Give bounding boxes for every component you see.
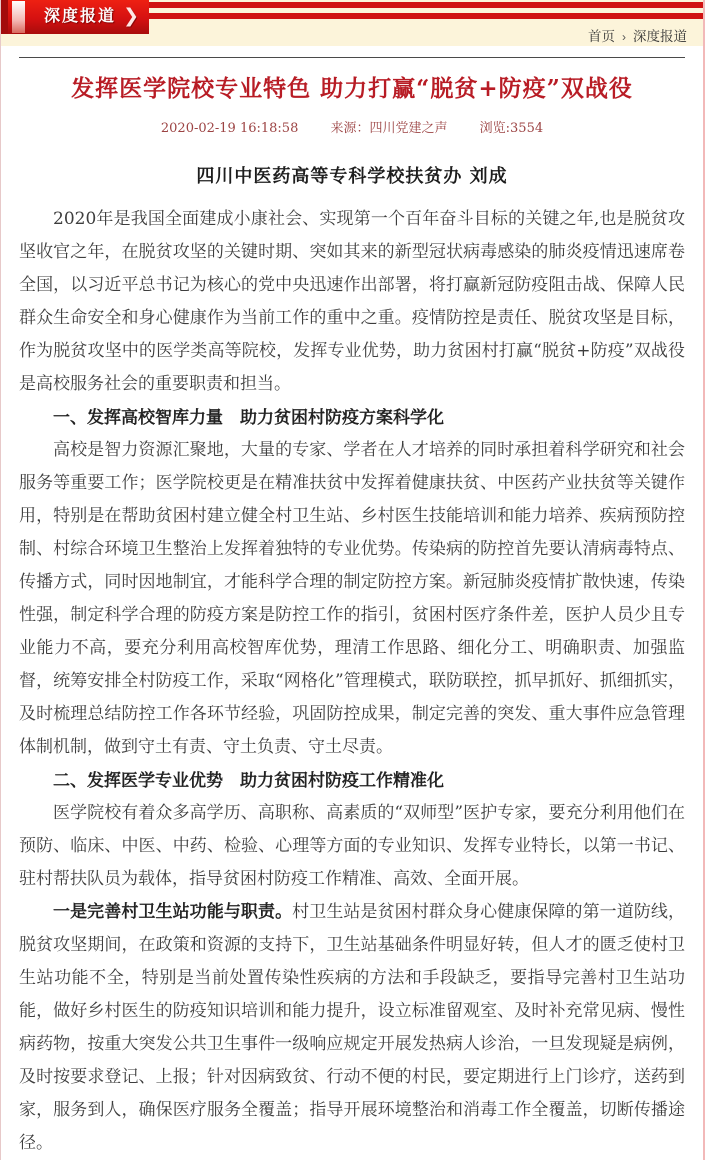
article-title: 发挥医学院校专业特色 助力打赢“脱贫+防疫”双战役: [71, 75, 633, 102]
page-header: [1, 0, 703, 46]
breadcrumb: [588, 25, 687, 45]
chevron-right-icon: ❯: [123, 5, 139, 27]
article-main: [1, 74, 703, 1160]
view-count: 浏览:3554: [479, 121, 544, 136]
article-source: 来源：四川党建之声: [330, 121, 448, 136]
breadcrumb-separator-icon: ›: [622, 30, 626, 44]
author-line: 四川中医药高等专科学校扶贫办 刘成: [196, 166, 508, 187]
article-paragraph: 一是完善村卫生站功能与职责。村卫生站是贫困村群众身心健康保障的第一道防线，脱贫攻坚期间，在政策和资源的支持下，卫生站基础条件明显好转，但人才的匮乏使村卫生站功能不全，特别是当前处置传染性疾病的方法和手段缺乏，要指导完善村卫生站功能，做好乡村医生的防疫知识培训和能力提升，设立标准留观室、及时补充常见病、慢性病药物，按重大突发公共卫生事件一级响应规定开展发热病人诊治，一旦发现疑是病例，及时按要求登记、上报；针对因病致贫、行动不便的村民，要定期进行上门诊疗，送药到家，服务到人，确保医疗服务全覆盖；指导开展环境整治和消毒工作全覆盖，切断传播途径。: [19, 902, 686, 1153]
article-paragraph: 2020年是我国全面建成小康社会、实现第一个百年奋斗目标的关键之年,也是脱贫攻坚收官之年，在脱贫攻坚的关键时期、突如其来的新型冠状病毒感染的肺炎疫情迅速席卷全国，以习近平总书记为核心的党中央迅速作出部署，将打赢新冠防疫阻击战、保障人民群众生命安全和身心健康作为当前工作的重中之重。疫情防控是责任、脱贫攻坚是目标，作为脱贫攻坚中的医学类高等院校，发挥专业优势，助力贫困村打赢“脱贫+防疫”双战役是高校服务社会的重要职责和担当。: [19, 209, 685, 394]
article-paragraph: 高校是智力资源汇聚地，大量的专家、学者在人才培养的同时承担着科学研究和社会服务等重要工作；医学院校更是在精准扶贫中发挥着健康扶贫、中医药产业扶贫等关键作用，特别是在帮助贫困村建立健全村卫生站、乡村医生技能培训和能力培养、疾病预防控制、村综合环境卫生整治上发挥着独特的专业优势。传染病的防控首先要认清病毒特点、传播方式，同时因地制宜，才能科学合理的制定防控方案。新冠肺炎疫情扩散快速，传染性强，制定科学合理的防疫方案是防控工作的指引，贫困村医疗条件差，医护人员少且专业能力不高，要充分利用高校智库优势，理清工作思路、细化分工、明确职责、加强监督，统筹安排全村防疫工作，采取“网格化”管理模式，联防联控，抓早抓好、抓细抓实，及时梳理总结防控工作各环节经验，巩固防控成果，制定完善的突发、重大事件应急管理体制机制，做到守土有责、守土负责、守土尽责。: [19, 440, 685, 757]
banner-label: 深度报道: [44, 8, 117, 25]
section-heading: 一、发挥高校智库力量 助力贫困村防疫方案科学化: [53, 408, 444, 427]
breadcrumb-home-link[interactable]: 首页: [588, 29, 615, 44]
section-banner[interactable]: [1, 0, 149, 34]
article-meta: [1, 117, 703, 136]
section-heading: 二、发挥医学专业优势 助力贫困村防疫工作精准化: [53, 771, 444, 790]
header-divider: [19, 57, 685, 58]
breadcrumb-current-link[interactable]: 深度报道: [633, 29, 687, 44]
paragraph-lead: 一是完善村卫生站功能与职责。: [53, 902, 293, 922]
banner-accent: [12, 1, 25, 33]
publish-datetime: 2020-02-19 16:18:58: [160, 121, 299, 136]
article-body: [19, 203, 685, 1160]
article-paragraph: 医学院校有着众多高学历、高职称、高素质的“双师型”医护专家，要充分利用他们在预防、临床、中医、中药、检验、心理等方面的专业知识、发挥专业特长，以第一书记、驻村帮扶队员为载体，指导贫困村防疫工作精准、高效、全面开展。: [19, 803, 685, 889]
